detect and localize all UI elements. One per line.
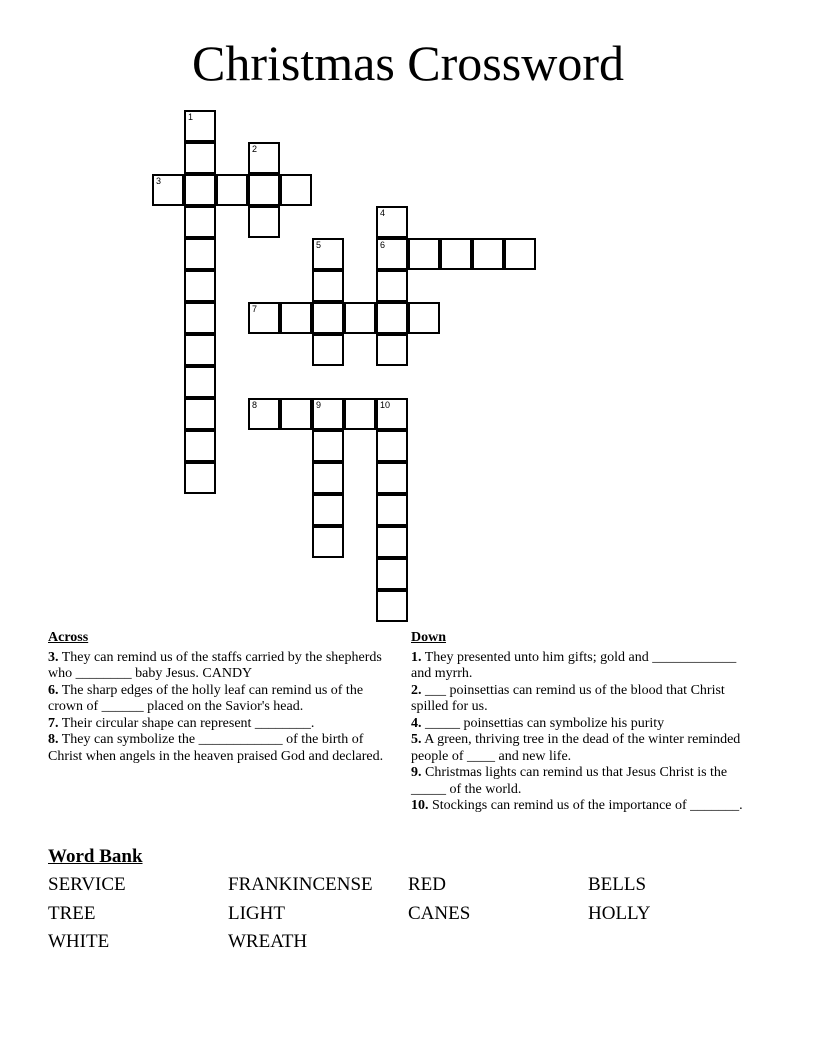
clue-down-4	[411, 716, 756, 733]
grid-cell[interactable]	[184, 238, 216, 270]
word-bank-item: LIGHT	[228, 903, 285, 924]
cell-number: 5	[316, 240, 322, 250]
grid-cell[interactable]	[184, 206, 216, 238]
cell-number: 4	[380, 208, 386, 218]
clue-text: They presented unto him gifts; gold and ____________ and myrrh.	[411, 649, 737, 681]
clue-text: ___ poinsettias can remind us of the blood that Christ spilled for us.	[411, 682, 725, 714]
grid-cell[interactable]	[312, 302, 344, 334]
grid-cell[interactable]	[184, 366, 216, 398]
cell-number: 3	[156, 176, 162, 186]
clue-text: The sharp edges of the holly leaf can remind us of the crown of ______ placed on the Savior's head.	[48, 682, 364, 714]
clue-text: _____ poinsettias can symbolize his purity	[425, 715, 665, 731]
grid-cell[interactable]	[184, 174, 216, 206]
cell-number: 1	[188, 112, 194, 122]
grid-cell[interactable]	[280, 174, 312, 206]
grid-cell[interactable]	[312, 334, 344, 366]
cell-number: 6	[380, 240, 386, 250]
grid-cell[interactable]	[312, 238, 344, 270]
clue-down-10	[411, 798, 756, 815]
word-bank-item: TREE	[48, 903, 96, 924]
word-bank-item: WHITE	[48, 931, 110, 952]
grid-cell[interactable]	[312, 270, 344, 302]
cell-number: 8	[252, 400, 258, 410]
grid-cell[interactable]	[248, 398, 280, 430]
clue-down-9	[411, 765, 756, 798]
clue-across-6	[48, 683, 393, 716]
down-heading: Down	[411, 630, 447, 645]
word-bank-item: RED	[408, 874, 446, 895]
clue-number: 2.	[411, 682, 422, 698]
grid-cell[interactable]	[312, 494, 344, 526]
clue-text: They can remind us of the staffs carried by the shepherds who ________ baby Jesus. CANDY	[48, 649, 382, 681]
grid-cell[interactable]	[248, 174, 280, 206]
grid-cell[interactable]	[408, 302, 440, 334]
cell-number: 10	[380, 400, 391, 410]
clue-number: 5.	[411, 732, 422, 747]
grid-cell[interactable]	[184, 462, 216, 494]
grid-cell[interactable]	[312, 462, 344, 494]
grid-cell[interactable]	[184, 110, 216, 142]
across-heading: Across	[48, 630, 89, 645]
grid-cell[interactable]	[376, 494, 408, 526]
grid-cell[interactable]	[472, 238, 504, 270]
cell-number: 7	[252, 304, 258, 314]
clue-number: 1.	[411, 649, 422, 665]
grid-cell[interactable]	[376, 302, 408, 334]
grid-cell[interactable]	[312, 398, 344, 430]
grid-cell[interactable]	[344, 398, 376, 430]
word-bank-item: CANES	[408, 903, 471, 924]
grid-cell[interactable]	[184, 302, 216, 334]
clue-down-1	[411, 650, 756, 683]
grid-cell[interactable]	[376, 398, 408, 430]
grid-cell[interactable]	[376, 334, 408, 366]
grid-cell[interactable]	[376, 462, 408, 494]
grid-cell[interactable]	[312, 430, 344, 462]
grid-cell[interactable]	[376, 590, 408, 622]
clue-across-7	[48, 716, 393, 733]
grid-cell[interactable]	[376, 430, 408, 462]
clue-number: 6.	[48, 682, 59, 698]
across-clues	[48, 630, 393, 765]
grid-cell[interactable]	[248, 302, 280, 334]
cell-number: 9	[316, 400, 322, 410]
grid-cell[interactable]	[280, 398, 312, 430]
word-bank-item: FRANKINCENSE	[228, 874, 373, 895]
grid-cell[interactable]	[376, 238, 408, 270]
cell-number: 2	[252, 144, 258, 154]
grid-cell[interactable]	[184, 270, 216, 302]
clue-number: 10.	[411, 798, 429, 813]
grid-cell[interactable]	[376, 558, 408, 590]
grid-cell[interactable]	[312, 526, 344, 558]
grid-cell[interactable]	[376, 526, 408, 558]
clue-number: 9.	[411, 765, 422, 780]
page-title: Christmas Crossword	[192, 35, 624, 91]
down-clues	[411, 630, 756, 815]
grid-cell[interactable]	[376, 270, 408, 302]
grid-cell[interactable]	[152, 174, 184, 206]
clue-down-2	[411, 683, 756, 716]
word-bank-item: HOLLY	[588, 903, 651, 924]
clue-across-8	[48, 732, 393, 765]
grid-cell[interactable]	[376, 206, 408, 238]
clue-number: 7.	[48, 715, 59, 731]
clue-across-3	[48, 650, 393, 683]
clue-number: 4.	[411, 715, 422, 731]
clue-text: They can symbolize the ____________ of the birth of Christ when angels in the heaven praised God and declared.	[48, 732, 384, 764]
grid-cell[interactable]	[504, 238, 536, 270]
grid-cell[interactable]	[184, 142, 216, 174]
word-bank-item: WREATH	[228, 931, 308, 952]
clue-number: 8.	[48, 732, 59, 747]
grid-cell[interactable]	[184, 430, 216, 462]
clue-number: 3.	[48, 649, 59, 665]
word-bank-heading: Word Bank	[48, 846, 143, 867]
grid-cell[interactable]	[248, 142, 280, 174]
clue-text: Christmas lights can remind us that Jesus Christ is the _____ of the world.	[411, 765, 728, 797]
clue-text: Their circular shape can represent ________.	[61, 715, 315, 731]
word-bank-item: SERVICE	[48, 874, 126, 895]
word-bank-item: BELLS	[588, 874, 647, 895]
grid-cell[interactable]	[440, 238, 472, 270]
grid-cell[interactable]	[280, 302, 312, 334]
grid-cell[interactable]	[248, 206, 280, 238]
grid-cell[interactable]	[216, 174, 248, 206]
clue-text: A green, thriving tree in the dead of the winter reminded people of ____ and new life.	[411, 732, 741, 764]
clue-text: Stockings can remind us of the importance of _______.	[432, 798, 743, 813]
grid-cell[interactable]	[184, 334, 216, 366]
clue-down-5	[411, 732, 756, 765]
grid-cell[interactable]	[184, 398, 216, 430]
grid-cell[interactable]	[408, 238, 440, 270]
grid-cell[interactable]	[344, 302, 376, 334]
